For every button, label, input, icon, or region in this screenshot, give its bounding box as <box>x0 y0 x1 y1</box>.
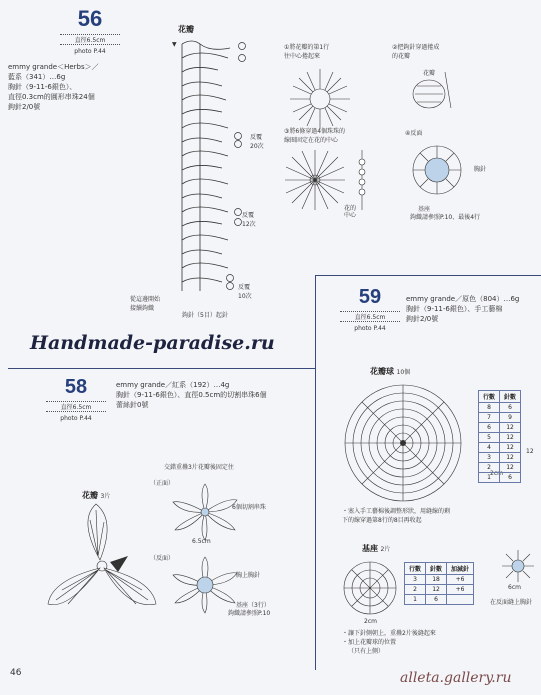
base-table <box>404 562 474 605</box>
step-text: ②把鉤針穿過捲成 <box>392 44 440 51</box>
table-cell: +6 <box>447 575 474 585</box>
divider-line <box>315 275 541 276</box>
table-row <box>479 443 521 453</box>
watermark-text: Handmade-paradise.ru <box>30 332 275 354</box>
petal-count: 3片 <box>100 493 111 500</box>
pattern-56-header <box>60 6 120 55</box>
step-4-label: ④反面 <box>405 130 423 137</box>
photo-ref: photo P.44 <box>60 415 92 422</box>
table-cell: 3 <box>479 453 500 463</box>
pattern-number: 56 <box>77 6 103 31</box>
repeat-note <box>238 282 252 300</box>
table-cell: 2 <box>405 585 426 595</box>
table-row <box>479 403 521 413</box>
ball-title <box>370 366 410 377</box>
note-line: （只有上側） <box>348 648 385 655</box>
pattern-number: 59 <box>358 286 382 308</box>
step-text: ③將6條穿過4個珠珠的 <box>284 128 346 135</box>
note-continue: 接續鉤織 <box>130 305 155 312</box>
back-label: （反面） <box>150 555 175 562</box>
table-cell: 12 <box>500 443 521 453</box>
front-label: （正面） <box>150 480 175 487</box>
table-row <box>405 595 474 605</box>
beads-label: 6個切割串珠 <box>232 504 266 511</box>
table-cell: 12 <box>426 585 447 595</box>
repeat-note <box>250 132 264 150</box>
note-line: 下的線穿過第8行的8目再收起 <box>342 517 422 524</box>
photo-ref: photo P.44 <box>354 325 386 332</box>
base-reference: 鉤織請參照P.10 <box>228 610 271 617</box>
ball-notes <box>342 506 522 524</box>
note-start: 從這邊開始 <box>130 296 161 303</box>
petal-chart-title: 花瓣 <box>178 25 194 34</box>
petal-ball-chart <box>328 378 478 508</box>
material-line: emmy grande＜Herbs＞／ <box>8 63 99 71</box>
photo-ref: photo P.44 <box>74 48 106 55</box>
step-1-label <box>284 42 364 60</box>
note-count: 12次 <box>242 221 256 228</box>
step-3-label <box>284 126 374 144</box>
table-cell: 12 <box>500 453 521 463</box>
flower-back-icon <box>165 555 245 615</box>
diameter-label: 6.5cm <box>192 538 211 545</box>
table-cell: +6 <box>447 585 474 595</box>
flower-back-icon <box>405 140 475 205</box>
table-row <box>405 575 474 585</box>
divider-line <box>8 368 315 369</box>
note-line: ・讓下針側朝上，重疊2片後縫起來 <box>342 630 436 637</box>
step-text: 線圈固定在花的中心 <box>284 137 339 144</box>
flower-center-icon <box>280 145 350 215</box>
base-title-text: 基座 <box>362 544 378 553</box>
table-row <box>479 463 521 473</box>
petal-crochet-chart <box>160 36 280 306</box>
note-repeat: 反覆 <box>250 134 263 141</box>
note-repeat: 反覆 <box>238 284 251 291</box>
brooch-label: 胸上胸針 <box>236 572 261 579</box>
table-row <box>479 423 521 433</box>
material-line: 藍系（341）…6g <box>8 73 66 81</box>
note-count: 20次 <box>250 143 264 150</box>
pattern-number: 58 <box>64 376 88 398</box>
flower-center-label: 花的中心 <box>344 205 357 219</box>
width-label: 6cm <box>508 584 521 591</box>
chain-start-note: 鉤針（5目）起針 <box>182 312 228 319</box>
table-cell: 12 <box>500 463 521 473</box>
table-cell: 7 <box>479 413 500 423</box>
pattern-58-header <box>46 376 106 422</box>
size-label: 直徑6.5cm <box>46 401 106 412</box>
note-line: ・加上花瓣球的位置 <box>342 639 397 646</box>
size-label: 直徑6.5cm <box>340 311 400 322</box>
flower-front-icon <box>165 482 245 542</box>
table-cell: 6 <box>500 403 521 413</box>
bead-strand-icon <box>352 148 372 213</box>
table-row <box>479 413 521 423</box>
table-row <box>479 433 521 443</box>
table-header: 針數 <box>500 391 521 403</box>
brooch-label: 胸針 <box>474 166 487 173</box>
table-cell: 6 <box>479 423 500 433</box>
material-line: emmy grande／原色（804）…6g <box>406 295 520 303</box>
base-label: 基座 <box>418 206 431 213</box>
material-line: emmy grande／紅系（192）…4g <box>116 381 230 389</box>
step-text: ①將花瓣的第1行 <box>284 44 330 51</box>
table-side-note: 12 <box>526 448 534 455</box>
table-cell: 12 <box>500 433 521 443</box>
start-note <box>130 294 160 312</box>
note-repeat: 反覆 <box>242 212 255 219</box>
svg-text:▼: ▼ <box>172 41 177 48</box>
note-count: 10次 <box>238 293 252 300</box>
page-number: 46 <box>10 668 22 678</box>
table-cell: 9 <box>500 413 521 423</box>
table-row <box>405 585 474 595</box>
table-cell <box>447 595 474 605</box>
repeat-note <box>242 210 256 228</box>
step-text: 的花瓣 <box>392 53 411 60</box>
table-cell: 6 <box>500 473 521 483</box>
petal-ball-table <box>478 390 521 483</box>
base-chart <box>340 558 400 618</box>
rolled-flower-icon <box>285 64 355 134</box>
table-cell: 1 <box>479 473 500 483</box>
table-row <box>479 453 521 463</box>
base-count: 2片 <box>380 546 391 553</box>
note-line: ・塞入手工藝棉後調整形狀，用縫線的剩 <box>342 508 451 515</box>
table-cell: 18 <box>426 575 447 585</box>
base-title <box>362 543 390 554</box>
step-2-label <box>392 42 472 60</box>
table-cell: 6 <box>426 595 447 605</box>
mini-flower-icon <box>498 548 538 584</box>
ball-title-text: 花瓣球 <box>370 367 394 376</box>
base-reference: 鉤織請參照P.10、最後4行 <box>410 214 481 221</box>
base-size: 2cm <box>364 618 377 625</box>
table-cell: 12 <box>500 423 521 433</box>
step-text: 往中心捲起來 <box>284 53 321 60</box>
divider-line <box>315 275 316 670</box>
table-cell: 2 <box>479 463 500 473</box>
material-line: 鉤針2/0號 <box>8 103 41 111</box>
material-line: 蕾絲針0號 <box>116 401 149 409</box>
base-notes <box>342 628 512 655</box>
material-line: 直徑0.3cm的圓形串珠24個 <box>8 93 95 101</box>
ball-count: 10個 <box>396 369 411 376</box>
material-line: 胸針（9-11-6銀色）、手工藝棉 <box>406 305 503 313</box>
overlap-note: 交錯重疊3片花瓣後固定住 <box>164 464 234 471</box>
pattern-59-materials <box>406 294 541 324</box>
petal-crochet-chart <box>38 500 163 625</box>
table-header: 針數 <box>426 563 447 575</box>
size-label: 直徑6.5cm <box>60 34 120 45</box>
ball-size: 2cm <box>490 470 503 477</box>
table-cell: 3 <box>405 575 426 585</box>
table-row <box>479 473 521 483</box>
table-cell: 8 <box>479 403 500 413</box>
pattern-59-header <box>340 286 400 332</box>
table-cell: 1 <box>405 595 426 605</box>
pattern-56-materials <box>8 62 158 112</box>
table-header: 行數 <box>405 563 426 575</box>
base-label: 基座（3行） <box>236 602 270 609</box>
table-cell: 5 <box>479 433 500 443</box>
table-header: 加減針 <box>447 563 474 575</box>
brooch-note: 在反面縫上胸針 <box>490 599 533 606</box>
table-cell: 4 <box>479 443 500 453</box>
pattern-58-materials <box>116 380 311 410</box>
material-line: 胸針（9-11-6銀色）、直徑0.5cm的切割串珠6個 <box>116 391 267 399</box>
table-header: 行數 <box>479 391 500 403</box>
watermark-text: alleta.gallery.ru <box>400 670 512 686</box>
petal-title-text: 花瓣 <box>82 491 98 500</box>
material-line: 鉤針2/0號 <box>406 315 439 323</box>
material-line: 胸針（9-11-6銀色）、 <box>8 83 77 91</box>
